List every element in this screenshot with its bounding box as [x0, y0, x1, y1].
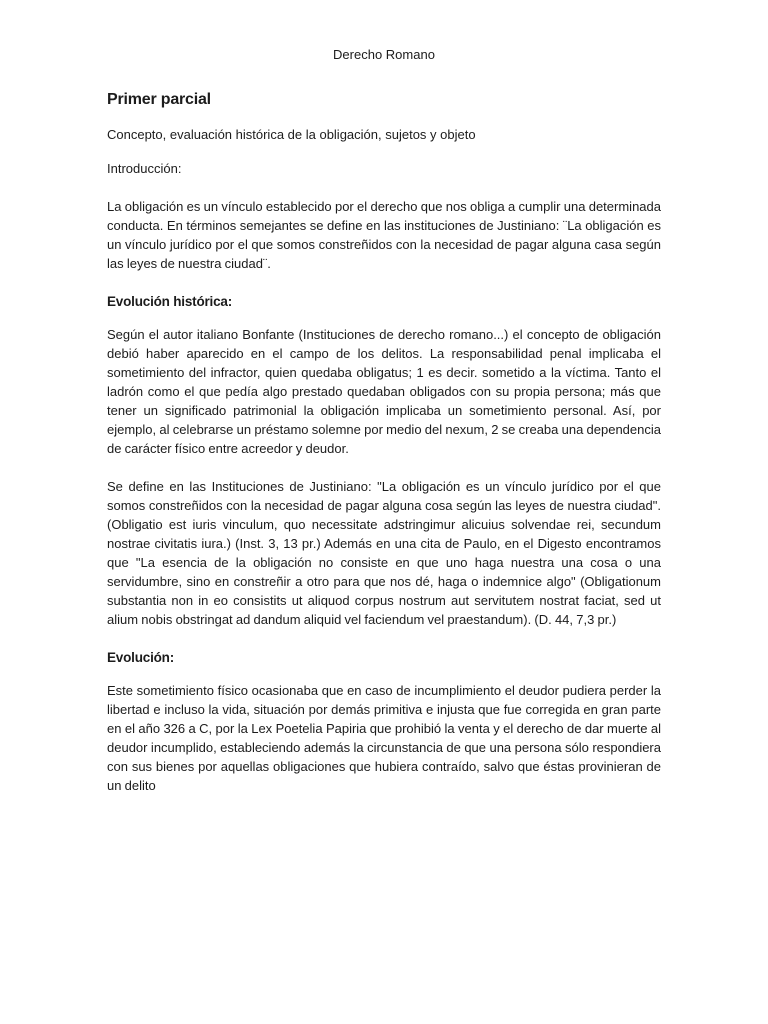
- intro-label: Introducción:: [107, 161, 182, 176]
- historical-evolution-paragraph-2: Se define en las Instituciones de Justiniano: "La obligación es un vínculo jurídico por el que somos constreñidos con la necesidad de pagar alguna cosa según las leyes de nuestra ciudad". (Obligatio est iuris vinculum, quo necessitate adstringimur alicuius solvendae rei, secundum nostrae civitatis iura.) (Inst. 3, 13 pr.) Además en una cita de Paulo, en el Digesto encontramos que "La esencia de la obligación no consiste en que uno haga nuestra una cosa o una servidumbre, sino en constreñir a otro para que nos dé, haga o indemnice algo" (Obligationum substantia non in eo consistits ut aliquod corpus nostrum aut servitutem nostrat faciat, sed ut alium nobis obstringat ad dandum aliquid vel faciendum vel praestandum). (D. 44, 7,3 pr.): [107, 479, 661, 627]
- intro-paragraph: La obligación es un vínculo establecido por el derecho que nos obliga a cumplir una determinada conducta. En términos semejantes se define en las instituciones de Justiniano: ¨La obligación es un vínculo jurídico por el que somos constreñidos con la necesidad de pagar alguna casa según las leyes de nuestra ciudad¨.: [107, 199, 661, 271]
- document-title: Primer parcial: [107, 91, 211, 108]
- document-header: Derecho Romano: [333, 47, 435, 62]
- evolution-paragraph: Este sometimiento físico ocasionaba que en caso de incumplimiento el deudor pudiera perder la libertad e incluso la vida, situación por demás primitiva e injusta que fue corregida en gran parte en el año 326 a C, por la Lex Poetelia Papiria que prohibió la venta y el derecho de dar muerte al deudor incumplido, estableciendo además la circunstancia de que una persona sólo respondiera con sus bienes por aquellas obligaciones que hubiera contraído, salvo que éstas provinieran de un delito: [107, 683, 661, 793]
- historical-evolution-paragraph-1: Según el autor italiano Bonfante (Instituciones de derecho romano...) el concepto de obligación debió haber aparecido en el campo de los delitos. La responsabilidad penal implicaba el sometimiento del infractor, quien quedaba obligatus; 1 es decir. sometido a la víctima. Tanto el ladrón como el que pedía algo prestado quedaban obligados con su propia persona; más que tener un significado patrimonial la obligación implicaba un sometimiento personal. Así, por ejemplo, al celebrarse un préstamo solemne por medio del nexum, 2 se creaba una dependencia de carácter físico entre acreedor y deudor.: [107, 327, 661, 456]
- document-subtitle: Concepto, evaluación histórica de la obligación, sujetos y objeto: [107, 127, 476, 142]
- section-heading-historical-evolution: Evolución histórica:: [107, 294, 233, 309]
- section-heading-evolution: Evolución:: [107, 650, 175, 665]
